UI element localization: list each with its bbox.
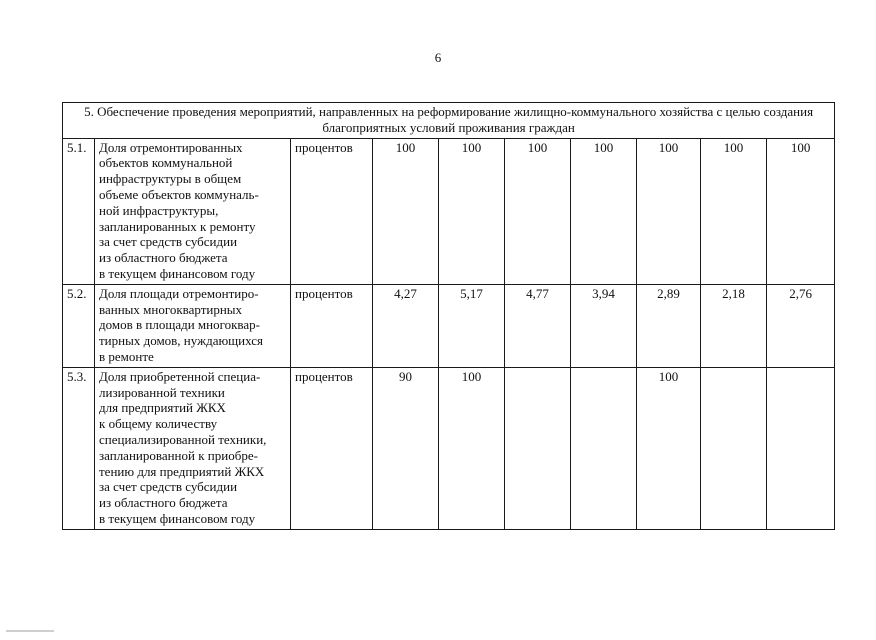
indicator-name-line: объектов коммунальной: [99, 155, 233, 171]
section-header-row: [63, 103, 835, 139]
value-cell: 4,77: [505, 284, 571, 367]
indicator-name-line: для предприятий ЖКХ: [99, 400, 226, 416]
indicator-name-line: тирных домов, нуждающихся: [99, 333, 264, 349]
value-cell: 2,76: [767, 284, 835, 367]
value-cell: 4,27: [373, 284, 439, 367]
value-cell: 5,17: [439, 284, 505, 367]
value-cell: 100: [637, 138, 701, 284]
unit-cell: процентов: [291, 138, 373, 284]
value-cell: [505, 367, 571, 529]
indicator-name-line: Доля отремонтированных: [99, 139, 243, 155]
value-cell: [701, 367, 767, 529]
indicator-name-line: за счет средств субсидии: [99, 479, 238, 495]
indicator-name: [95, 284, 291, 367]
indicator-name: [95, 367, 291, 529]
indicator-name-line: к общему количеству: [99, 416, 218, 432]
section-header: 5. Обеспечение проведения мероприятий, направленных на реформирование жилищно-коммунального хозяйства с целью создания благоприятных условий проживания граждан: [63, 103, 835, 139]
value-cell: 100: [637, 367, 701, 529]
indicator-name-line: запланированной к приобре-: [99, 447, 258, 463]
value-cell: 100: [571, 138, 637, 284]
value-cell: [571, 367, 637, 529]
table-row: [63, 284, 835, 367]
unit-cell: процентов: [291, 367, 373, 529]
value-cell: 90: [373, 367, 439, 529]
scan-artifact: [6, 630, 54, 632]
value-cell: 100: [701, 138, 767, 284]
value-cell: [767, 367, 835, 529]
indicator-name: [95, 138, 291, 284]
indicator-name-line: объеме объектов коммуналь-: [99, 186, 259, 202]
value-cell: 100: [505, 138, 571, 284]
value-cell: 2,89: [637, 284, 701, 367]
value-cell: 100: [373, 138, 439, 284]
indicator-name-line: тению для предприятий ЖКХ: [99, 463, 265, 479]
indicator-name-line: ванных многоквартирных: [99, 301, 243, 317]
unit-cell: процентов: [291, 284, 373, 367]
indicator-name-line: Доля площади отремонтиро-: [99, 285, 259, 301]
indicator-name-line: домов в площади многоквар-: [99, 317, 260, 333]
indicator-name-line: инфраструктуры в общем: [99, 171, 242, 187]
indicator-name-line: за счет средств субсидии: [99, 234, 238, 250]
indicator-name-line: из областного бюджета: [99, 495, 228, 511]
indicator-name-line: лизированной техники: [99, 384, 225, 400]
indicator-name-line: в ремонте: [99, 348, 154, 364]
indicator-name-line: Доля приобретенной специа-: [99, 368, 261, 384]
indicator-name-line: ной инфраструктуры,: [99, 202, 219, 218]
value-cell: 100: [439, 138, 505, 284]
table-row: [63, 367, 835, 529]
indicator-name-line: запланированных к ремонту: [99, 218, 256, 234]
value-cell: 100: [767, 138, 835, 284]
row-number: 5.3.: [63, 367, 95, 529]
value-cell: 3,94: [571, 284, 637, 367]
row-number: 5.2.: [63, 284, 95, 367]
indicator-name-line: из областного бюджета: [99, 250, 228, 266]
value-cell: 2,18: [701, 284, 767, 367]
indicator-name-line: в текущем финансовом году: [99, 510, 256, 526]
indicators-table: [62, 102, 835, 530]
page-number: 6: [434, 50, 442, 65]
indicator-name-line: специализированной техники,: [99, 431, 267, 447]
value-cell: 100: [439, 367, 505, 529]
row-number: 5.1.: [63, 138, 95, 284]
indicator-name-line: в текущем финансовом году: [99, 265, 256, 281]
table-row: [63, 138, 835, 284]
